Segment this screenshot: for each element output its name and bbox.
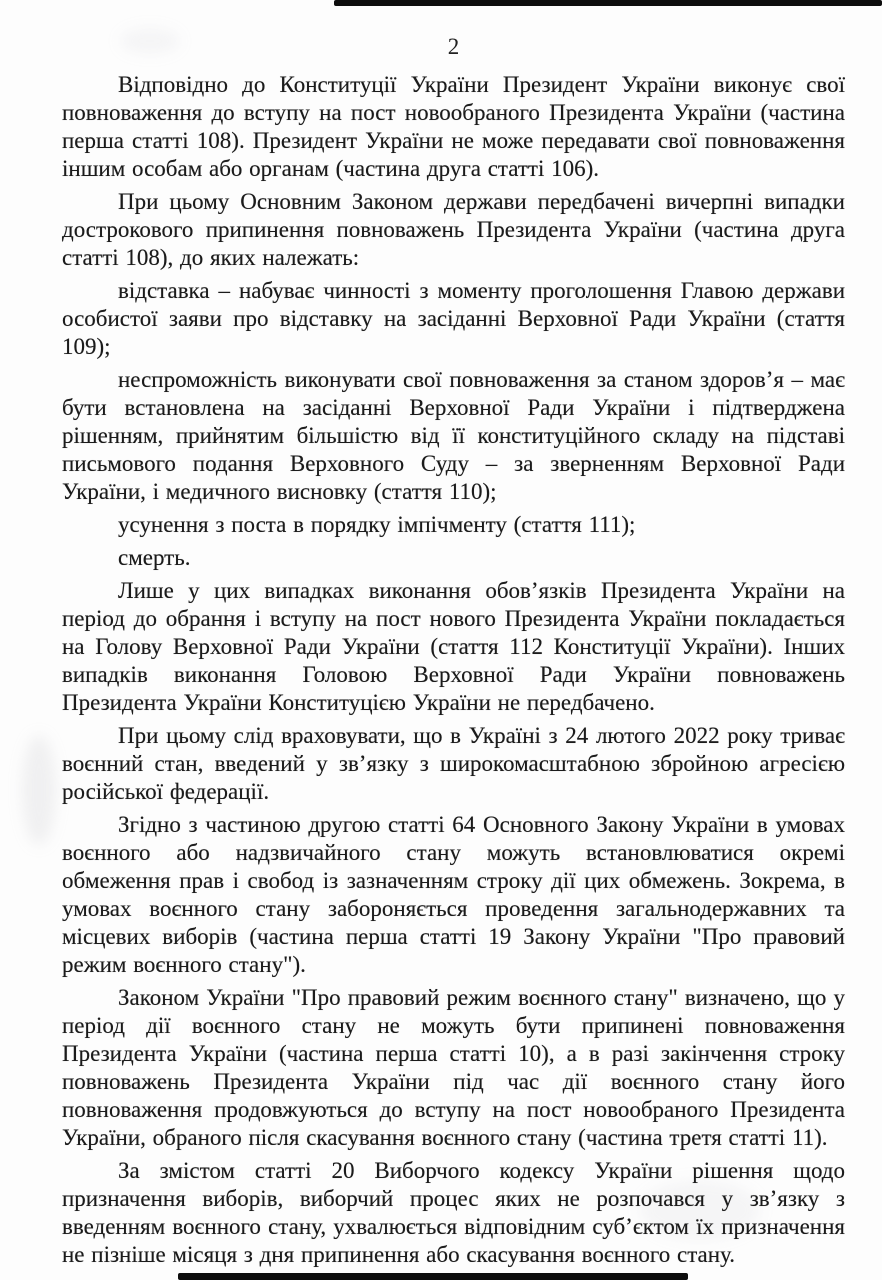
paragraph: відставка – набуває чинності з моменту проголошення Главою держави особистої заяви про відставку на засіданні Верховної Ради України (стаття 109); [62,278,845,359]
paragraph: усунення з поста в порядку імпічменту (стаття 111); [118,512,636,537]
paragraph: Законом України "Про правовий режим воєнного стану" визначено, що у період дії воєнного стану не можуть бути припинені повноваження Президента України (частина перша статті 10), а в разі закінчення строку повноважень Президента України під час дії воєнного стану його повноваження продовжуються до вступу на пост новообраного Президента України, обраного після скасування воєнного стану (частина третя статті 11). [62,985,845,1150]
paragraph: При цьому слід враховувати, що в Україні з 24 лютого 2022 року триває воєнний стан, введений у зв’язку з широкомасштабною збройною агресією російської федерації. [62,723,845,804]
paragraph: Згідно з частиною другою статті 64 Основного Закону України в умовах воєнного або надзвичайного стану можуть встановлюватися окремі обмеження прав і свобод із зазначенням строку дії цих обмежень. Зокрема, в умовах воєнного стану забороняється проведення загальнодержавних та місцевих виборів (частина перша статті 19 Закону України "Про правовий режим воєнного стану"). [62,812,845,977]
paragraph: смерть. [118,545,191,570]
page-number: 2 [447,34,460,59]
paragraph: неспроможність виконувати свої повноваження за станом здоров’я – має бути встановлена на засіданні Верховної Ради України і підтверджена рішенням, прийнятим більшістю від її конституційного складу на підставі письмового подання Верховного Суду – за зверненням Верховної Ради України, і медичного висновку (стаття 110); [62,367,845,504]
scan-edge-artifact-bottom [178,1273,688,1280]
paragraph: Відповідно до Конституції України Президент України виконує свої повноваження до вступу на пост новообраного Президента України (частина перша статті 108). Президент України не може передавати свої повноваження іншим особам або органам (частина друга статті 106). [62,72,845,181]
paragraph: При цьому Основним Законом держави передбачені вичерпні випадки дострокового припинення повноважень Президента України (частина друга статті 108), до яких належать: [62,189,845,270]
paragraph: За змістом статті 20 Виборчого кодексу України рішення щодо призначення виборів, виборчий процес яких не розпочався у зв’язку з введенням воєнного стану, ухвалюється відповідним суб’єктом їх призначення не пізніше місяця з дня припинення або скасування воєнного стану. [62,1158,845,1267]
document-body [62,71,845,1274]
paragraph: Лише у цих випадках виконання обов’язків Президента України на період до обрання і вступу на пост нового Президента України покладається на Голову Верховної Ради України (стаття 112 Конституції України). Інших випадків виконання Головою Верховної Ради України повноважень Президента України Конституцією України не передбачено. [62,578,845,715]
scan-edge-artifact-top [334,0,882,6]
scan-smudge [22,735,56,845]
